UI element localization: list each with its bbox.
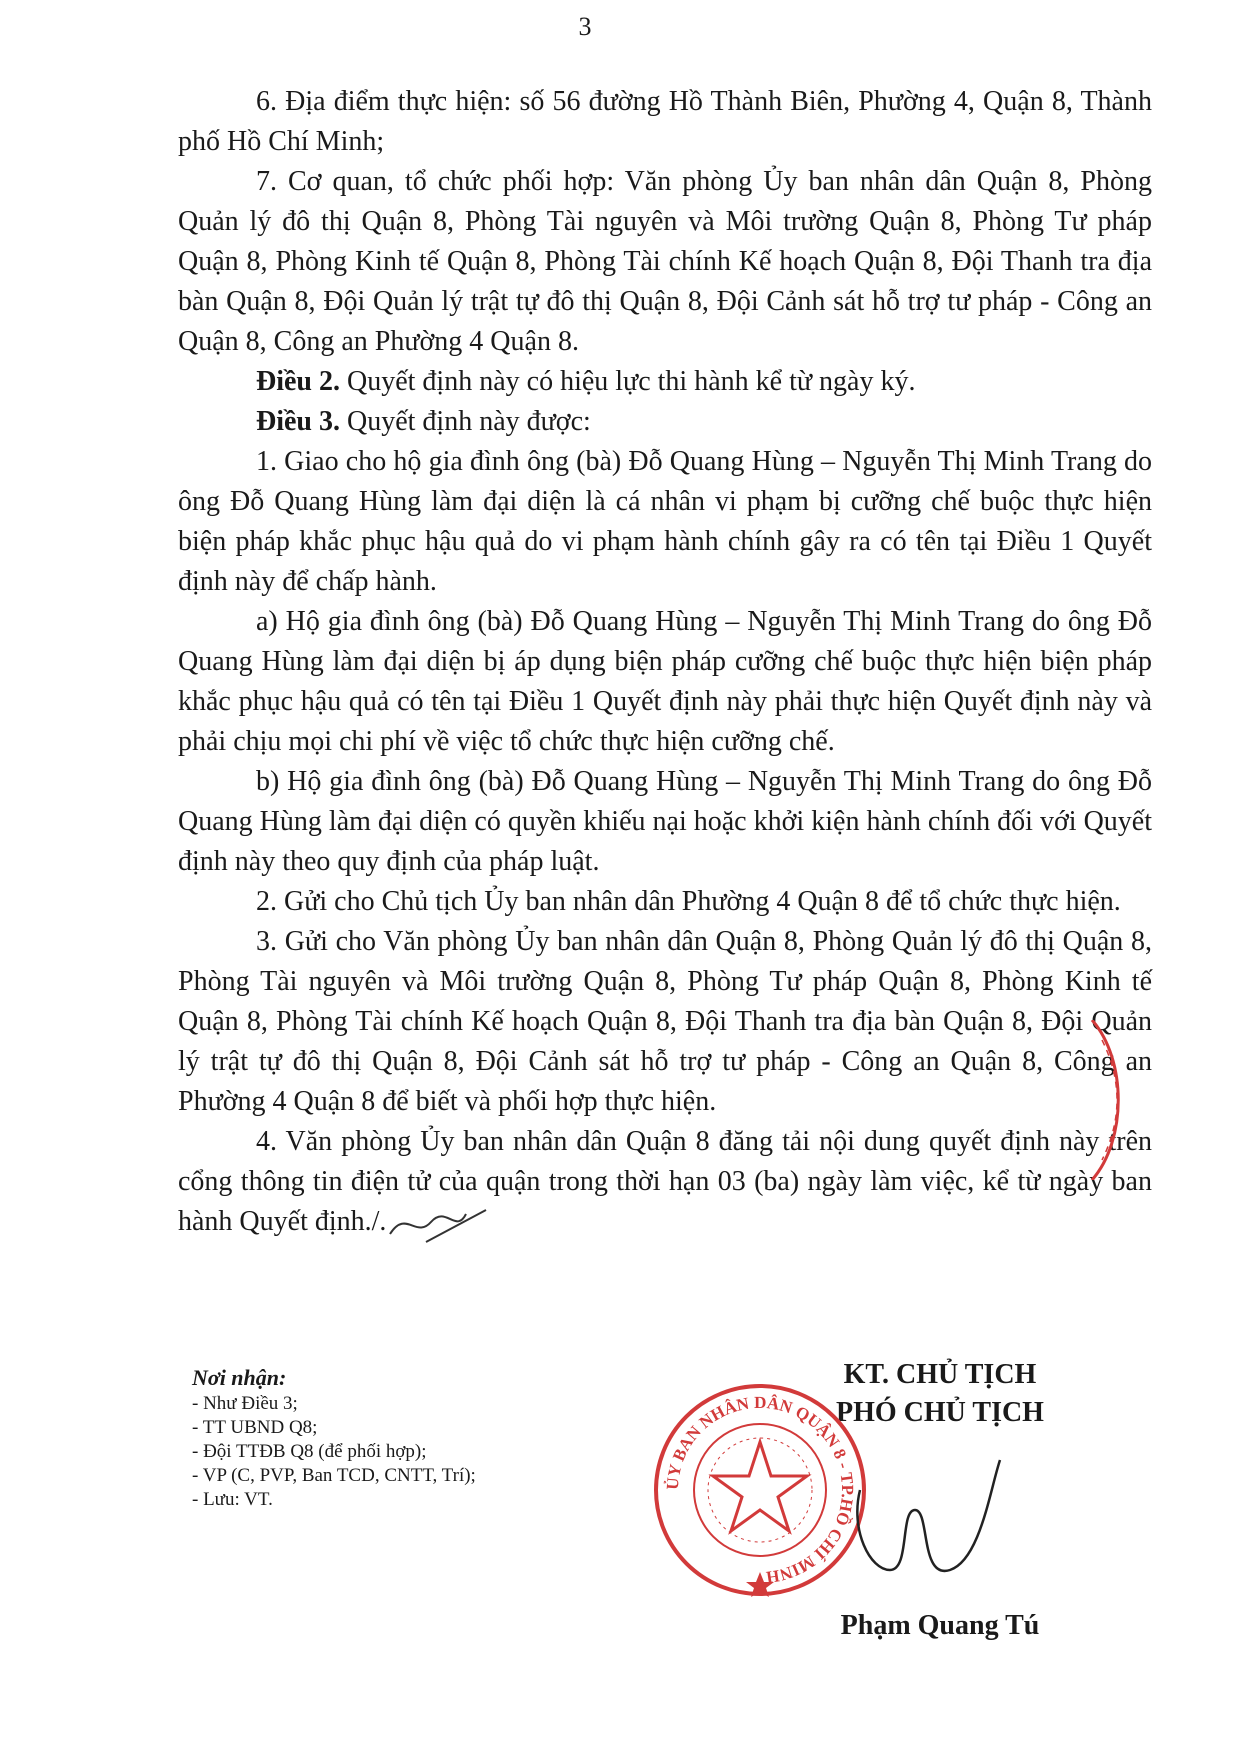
recipient-item: - Đội TTĐB Q8 (để phối hợp); — [192, 1441, 427, 1462]
page-number: 3 — [578, 12, 592, 41]
seal-text: ỦY BAN NHÂN DÂN QUẬN 8 - TP.HỒ CHÍ MINH — [662, 1392, 858, 1587]
handwritten-signature-icon — [840, 1450, 1010, 1600]
svg-text:ỦY BAN NHÂN DÂN QUẬN 8 - TP.HỒ — [663, 1393, 857, 1587]
recipients-title: Nơi nhận: — [192, 1365, 287, 1390]
item-4 — [178, 1122, 1152, 1244]
item-3: 3. Gửi cho Văn phòng Ủy ban nhân dân Quận 8, Phòng Quản lý đô thị Quận 8, Phòng Tài nguyên và Môi trường Quận 8, Phòng Tư pháp Quận 8, Phòng Kinh tế Quận 8, Phòng Tài chính Kế hoạch Quận 8, Đội Thanh tra địa bàn Quận 8, Đội Quản lý trật tự đô thị Quận 8, Đội Cảnh sát hỗ trợ tư pháp - Công an Quận 8, Công an Phường 4 Quận 8 để biết và phối hợp thực hiện. — [178, 926, 1152, 1117]
recipients-list — [192, 1392, 612, 1512]
signature-title-2: PHÓ CHỦ TỊCH — [836, 1397, 1044, 1428]
article-2 — [178, 362, 1152, 402]
item-1: 1. Giao cho hộ gia đình ông (bà) Đỗ Quang Hùng – Nguyễn Thị Minh Trang do ông Đỗ Quang Hùng làm đại diện là cá nhân vi phạm bị cưỡng chế buộc thực hiện biện pháp khắc phục hậu quả do vi phạm hành chính gây ra có tên tại Điều 1 Quyết định này để chấp hành. — [178, 446, 1152, 597]
item-2: 2. Gửi cho Chủ tịch Ủy ban nhân dân Phường 4 Quận 8 để tổ chức thực hiện. — [256, 886, 1121, 917]
paragraph-location: 6. Địa điểm thực hiện: số 56 đường Hồ Thành Biên, Phường 4, Quận 8, Thành phố Hồ Chí Minh; — [178, 86, 1152, 157]
signer-name: Phạm Quang Tú — [840, 1610, 1040, 1641]
signature-title-1: KT. CHỦ TỊCH — [843, 1359, 1037, 1390]
item-1a: a) Hộ gia đình ông (bà) Đỗ Quang Hùng – Nguyễn Thị Minh Trang do ông Đỗ Quang Hùng làm đại diện bị áp dụng biện pháp cưỡng chế buộc thực hiện biện pháp khắc phục hậu quả có tên tại Điều 1 Quyết định này phải thực hiện Quyết định này và phải chịu mọi chi phí về việc tổ chức thực hiện cưỡng chế. — [178, 606, 1152, 757]
article-3 — [178, 402, 1152, 442]
item-4-text: 4. Văn phòng Ủy ban nhân dân Quận 8 đăng tải nội dung quyết định này trên cổng thông tin điện tử của quận trong thời hạn 03 (ba) ngày làm việc, kể từ ngày ban hành Quyết định./. — [178, 1126, 1152, 1237]
recipient-item: - VP (C, PVP, Ban TCD, CNTT, Trí); — [192, 1465, 476, 1486]
item-1b: b) Hộ gia đình ông (bà) Đỗ Quang Hùng – Nguyễn Thị Minh Trang do ông Đỗ Quang Hùng làm đại diện có quyền khiếu nại hoặc khởi kiện hành chính đối với Quyết định này theo quy định của pháp luật. — [178, 766, 1152, 877]
edge-stamp-icon — [1082, 1020, 1132, 1180]
article-2-heading: Điều 2. — [256, 366, 340, 397]
recipient-item: - Như Điều 3; — [192, 1393, 298, 1414]
recipients-block — [192, 1366, 612, 1512]
initial-mark-icon — [386, 1204, 496, 1244]
official-seal-icon — [650, 1380, 870, 1600]
article-2-text: Quyết định này có hiệu lực thi hành kể từ ngày ký. — [340, 366, 916, 397]
article-3-text: Quyết định này được: — [340, 406, 591, 437]
article-3-heading: Điều 3. — [256, 406, 340, 437]
document-body — [178, 82, 1152, 1244]
paragraph-coordination: 7. Cơ quan, tổ chức phối hợp: Văn phòng Ủy ban nhân dân Quận 8, Phòng Quản lý đô thị Quận 8, Phòng Tài nguyên và Môi trường Quận 8, Phòng Tư pháp Quận 8, Phòng Kinh tế Quận 8, Phòng Tài chính Kế hoạch Quận 8, Đội Thanh tra địa bàn Quận 8, Đội Quản lý trật tự đô thị Quận 8, Đội Cảnh sát hỗ trợ tư pháp - Công an Quận 8, Công an Phường 4 Quận 8. — [178, 166, 1152, 357]
recipient-item: - TT UBND Q8; — [192, 1417, 318, 1438]
recipient-item: - Lưu: VT. — [192, 1489, 273, 1510]
